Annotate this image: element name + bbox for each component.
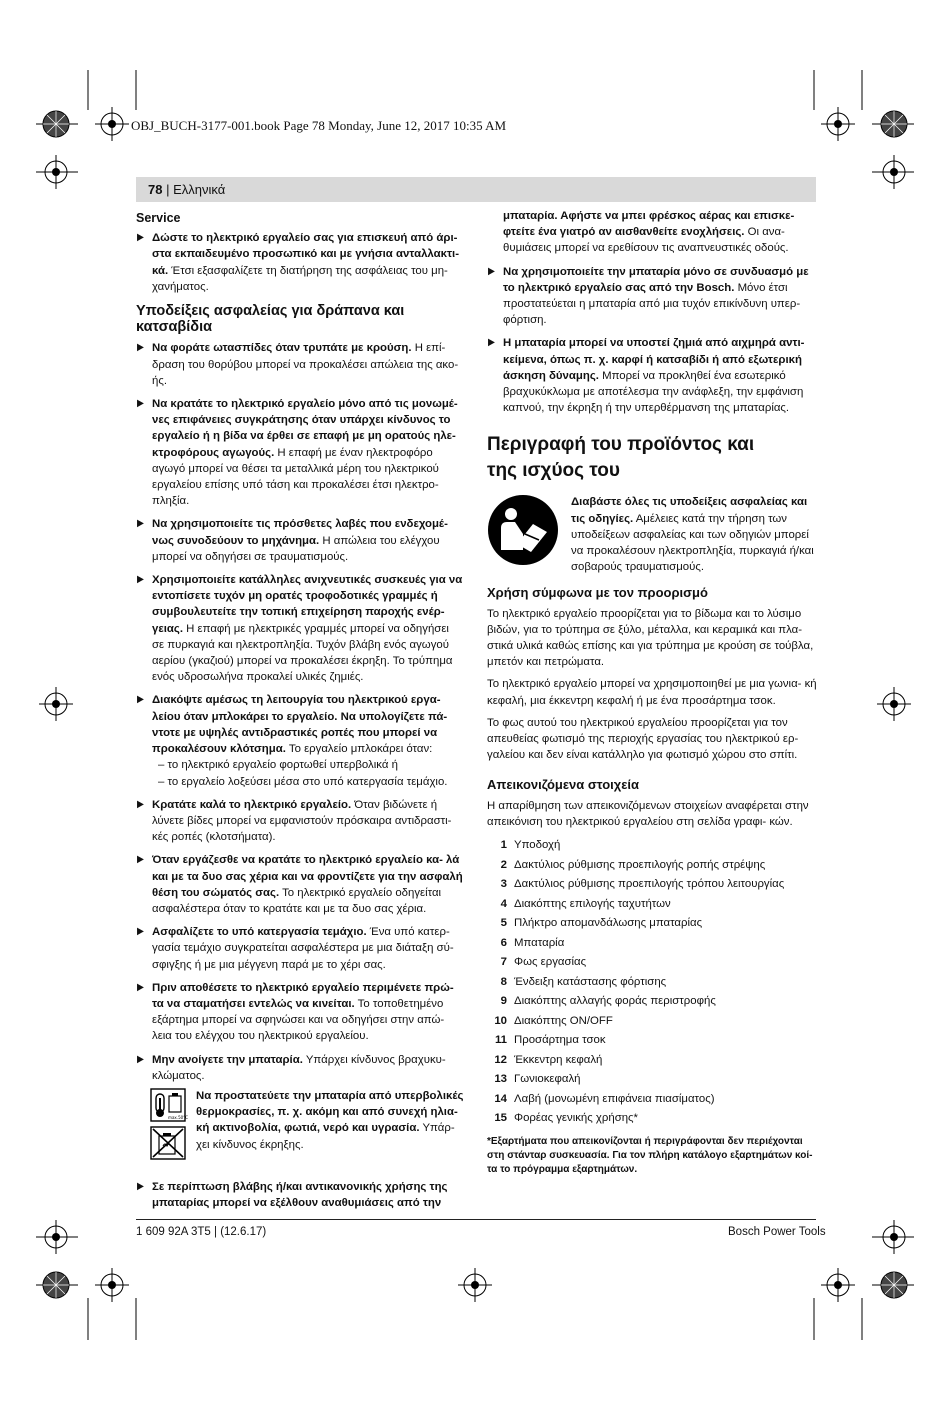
drill-safety-heading: Υποδείξεις ασφαλείας για δράπανα και κατσαβίδια — [136, 303, 405, 336]
safety-item-bold: Να χρησιμοποιείτε την μπαταρία μόνο σε συνδυασμό με το ηλεκτρικό εργαλείο σας από την Bosch. — [503, 265, 809, 294]
service-bold: Δώστε το ηλεκτρικό εργαλείο σας για επισκευή από άρι- στα εκπαιδευμένο προσωπικό και με γνήσια ανταλλακτι- κά. — [152, 232, 459, 277]
components-list — [487, 836, 817, 1129]
safety-item-bold: Να φοράτε ωτασπίδες όταν τρυπάτε με κρούση. — [152, 342, 412, 355]
safety-item-bold: Σε περίπτωση βλάβης ή/και αντικανονικής χρήσης της μπαταρίας μπορεί να εξέλθουν αναθυμιάσεις από την — [152, 1181, 448, 1210]
service-item — [136, 230, 464, 295]
battery-heat-warning — [136, 1088, 464, 1167]
bullet-arrow-icon: ▶ — [137, 518, 144, 530]
component-number: 2 — [500, 858, 507, 871]
bullet-arrow-icon: ▶ — [137, 798, 144, 810]
page-header-bar — [136, 177, 816, 202]
safety-item-text: Υπάρχει κίνδυνος βραχυκυ- κλώματος. — [152, 1053, 446, 1082]
bullet-arrow-icon: ▶ — [137, 1181, 144, 1193]
safety-item — [136, 516, 464, 565]
bullet-arrow-icon: ▶ — [137, 1053, 144, 1065]
service-heading: Service — [136, 211, 181, 225]
list-item — [487, 836, 817, 856]
battery-heat-normal: Υπάρ- χει κίνδυνος έκρηξης. — [196, 1122, 455, 1151]
battery-heat-bold: Να προστατεύετε την μπαταρία από υπερβολικές θερμοκρασίες, π. χ. ακόμη και από συνεχή ηλια- κή ακτινοβολία, φωτιά, νερό και υγρασία. — [196, 1089, 464, 1135]
list-item — [487, 1070, 817, 1090]
read-instructions-normal: Αμέλειες κατά την τήρηση των υποδείξεων ασφαλείας και των οδηγιών μπορεί να προκαλέσουν ηλεκτροπληξία, πυρκαγιά ή/και σοβαρούς τραυματισμούς. — [571, 512, 814, 574]
component-number: 14 — [494, 1092, 507, 1105]
list-item — [487, 953, 817, 973]
footer-rule — [136, 1219, 816, 1220]
battery-warning-icons — [150, 1088, 188, 1167]
safety-item-text: Η απώλεια του ελέγχου μπορεί να οδηγήσει σε τραυματισμούς. — [152, 534, 440, 563]
list-item — [487, 934, 817, 954]
component-number: 3 — [500, 878, 507, 891]
component-label: Λαβή (μονωμένη επιφάνεια πιασίματος) — [514, 1092, 715, 1105]
safety-item-bold: Χρησιμοποιείτε κατάλληλες ανιχνευτικές συσκευές για να εντοπίσετε τυχόν μη ορατές τροφοδοτικές γραμμές ή συμβουλευτείτε την τοπική επιχείρηση παροχής ενέρ- γειας. — [152, 574, 463, 635]
bullet-arrow-icon: ▶ — [488, 337, 495, 349]
safety-item-text: Όταν βιδώνετε ή λύνετε βίδες μπορεί να εμφανιστούν πρόσκαιρα αντιδραστι- κές ροπές (κλοτσήματα). — [152, 798, 452, 844]
read-instructions-bold: Διαβάστε όλες τις υποδείξεις ασφαλείας και τις οδηγίες. — [571, 496, 808, 525]
bullet-arrow-icon: ▶ — [137, 342, 144, 354]
safety-item-text: Το τοποθετημένο εξάρτημα μπορεί να σφηνώσει και να οδηγήσει στην απώ- λεια του ελέγχου του ηλεκτρικού εργαλείου. — [152, 997, 445, 1043]
safety-item-text: Η επαφή με ηλεκτρικές γραμμές μπορεί να οδηγήσει σε πυρκαγιά και ηλεκτροπληξία. Τυχόν βλάβη ενός αγωγού αερίου (γκαζιού) μπορεί να προκαλέσει έκρηξη. Το τρύπημα ενός υδροσωλήνα προκαλεί υλικές ζημιές. — [152, 622, 453, 684]
list-item — [487, 914, 817, 934]
component-number: 7 — [500, 956, 507, 969]
safety-item-bold: Η μπαταρία μπορεί να υποστεί ζημιά από αιχμηρά αντι- κείμενα, όπως π. χ. καρφί ή κατσαβίδι ή από εξωτερική άσκηση δύναμης. — [503, 337, 805, 382]
safety-item — [487, 335, 817, 416]
component-label: Μπαταρία — [514, 936, 565, 949]
component-label: Δακτύλιος ρύθμισης προεπιλογής τρόπου λειτουργίας — [514, 878, 785, 891]
left-column — [136, 208, 464, 1219]
list-item — [487, 1031, 817, 1051]
safety-item — [136, 924, 464, 973]
bullet-arrow-icon: ▶ — [137, 398, 144, 410]
component-label: Φορέας γενικής χρήσης* — [514, 1112, 638, 1125]
list-item — [487, 895, 817, 915]
component-label: Γωνιοκεφαλή — [514, 1073, 581, 1086]
page-header: 78 | Ελληνικά — [148, 182, 226, 197]
safety-item-text: Μόνο έτσι προστατεύεται η μπαταρία από μια τυχόν επικίνδυνη υπερ- φόρτιση. — [503, 281, 801, 327]
page-number: 78 — [148, 182, 163, 197]
component-label: Διακόπτης επιλογής ταχυτήτων — [514, 897, 671, 910]
safety-item-text: Το ηλεκτρικό εργαλείο οδηγείται ασφαλέστερα όταν το κρατάτε και με τα δυο σας χέρια. — [152, 886, 442, 915]
bullet-arrow-icon: ▶ — [137, 694, 144, 706]
block-condition: – το εργαλείο λοξεύσει μέσα στο υπό κατεργασία τεμάχιο. — [158, 775, 448, 788]
book-file-line: OBJ_BUCH-3177-001.book Page 78 Monday, June 12, 2017 10:35 AM — [131, 118, 507, 133]
read-instructions-text — [571, 494, 817, 575]
intended-use-paragraph: Το ηλεκτρικό εργαλείο προορίζεται για το βίδωμα και το λύσιμο βιδών, για το τρύπημα σε ξύλο, μέταλλα, και κεραμικά και πλα- στικά υλικά καθώς επίσης και για τρύπημα με κρούση σε τούβλα, μπετόν και πετρώματα. — [487, 607, 814, 669]
safety-item — [136, 340, 464, 389]
safety-item-bold: Διακόψτε αμέσως τη λειτουργία του ηλεκτρικού εργα- λείου όταν μπλοκάρει το εργαλείο. Να υπολογίζετε πά- ντοτε με υψηλές αντιδραστικές ροπές που μπορεί να προκαλέσουν κλότσημα. — [152, 694, 448, 756]
list-item — [487, 856, 817, 876]
component-label: Υποδοχή — [514, 839, 561, 852]
intended-use-paragraph: Το φως αυτού του ηλεκτρικού εργαλείου προορίζεται για τον απευθείας φωτισμό της περιοχής εργασίας του ηλεκτρικού ερ- γαλείου και δεν είναι κατάλληλο για φωτισμό χώρου στο σπίτι. — [487, 716, 799, 762]
block-condition: – το ηλεκτρικό εργαλείο φορτωθεί υπερβολικά ή — [158, 759, 398, 772]
safety-item — [487, 264, 817, 329]
safety-item-text: Ένα υπό κατερ- γασία τεμάχιο συγκρατείται ασφαλέστερα με μια διάταξη σύ- σφιγξης ή με μια μέγγενη παρά με το χέρι σας. — [152, 926, 454, 971]
safety-item-bold: Κρατάτε καλά το ηλεκτρικό εργαλείο. — [152, 798, 352, 811]
safety-item-bold: Μην ανοίγετε την μπαταρία. — [152, 1053, 303, 1066]
safety-item-bold: Όταν εργάζεσθε να κρατάτε το ηλεκτρικό εργαλείο κα- λά και με τα δυο σας χέρια και να φροντίζετε για την ασφαλή θέση του σώματός σας. — [152, 854, 463, 899]
page-language: Ελληνικά — [173, 182, 226, 197]
component-number: 15 — [494, 1112, 507, 1125]
intended-use-heading: Χρήση σύμφωνα με τον προορισμό — [487, 585, 708, 601]
continued-text: Οι ανα- θυμιάσεις μπορεί να ερεθίσουν τις αναπνευστικές οδούς. — [503, 226, 789, 255]
read-instructions-box — [487, 494, 817, 575]
list-item — [487, 1012, 817, 1032]
safety-item-bold: Να χρησιμοποιείτε τις πρόσθετες λαβές που ενδεχομέ- νως συνοδεύουν το μηχάνημα. — [152, 518, 448, 547]
component-number: 13 — [494, 1073, 507, 1086]
battery-heat-text — [196, 1088, 464, 1167]
components-heading: Απεικονιζόμενα στοιχεία — [487, 777, 640, 793]
component-number: 6 — [500, 936, 507, 949]
footer-brand: Bosch Power Tools — [728, 1226, 826, 1238]
bullet-arrow-icon: ▶ — [137, 232, 144, 244]
safety-item — [136, 852, 464, 917]
safety-item — [136, 396, 464, 509]
component-number: 8 — [500, 975, 507, 988]
component-label: Έκκεντρη κεφαλή — [514, 1053, 603, 1066]
continued-bold: μπαταρία. Αφήστε να μπει φρέσκος αέρας και επισκε- φτείτε ένα γιατρό αν αισθανθείτε ενοχλήσεις. — [503, 210, 795, 239]
list-item — [487, 875, 817, 895]
intended-use-paragraph: Το ηλεκτρικό εργαλείο μπορεί να χρησιμοποιηθεί με μια γωνια- κή κεφαλή, μια έκκεντρη κεφαλή ή με ένα προσάρτημα τσοκ. — [487, 678, 817, 707]
safety-item — [136, 1052, 464, 1084]
safety-item — [136, 692, 464, 789]
component-label: Ένδειξη κατάστασης φόρτισης — [514, 975, 667, 988]
safety-item-bold: Να κρατάτε το ηλεκτρικό εργαλείο μόνο από τις μονωμέ- νες επιφάνειες συγκράτησης όταν υπάρχει κίνδυνος το εργαλείο ή η βίδα να έρθει σε επαφή με μη ορατούς ηλε- κτροφόρους αγωγούς. — [152, 398, 458, 459]
list-item — [487, 1051, 817, 1071]
safety-item — [136, 980, 464, 1045]
bullet-arrow-icon: ▶ — [137, 574, 144, 586]
bullet-arrow-icon: ▶ — [488, 265, 495, 277]
component-number: 1 — [500, 839, 507, 852]
component-number: 4 — [500, 897, 507, 910]
list-item — [487, 992, 817, 1012]
bullet-arrow-icon: ▶ — [137, 981, 144, 993]
component-number: 11 — [494, 1034, 507, 1047]
safety-item-bold: Ασφαλίζετε το υπό κατεργασία τεμάχιο. — [152, 926, 367, 939]
accessories-footnote: *Εξαρτήματα που απεικονίζονται ή περιγράφονται δεν περιέχονται στη στάνταρ συσκευασία. Για τον πλήρη κατάλογο εξαρτημάτων κοί- τα το πρόγραμμα εξαρτημάτων. — [487, 1135, 813, 1175]
component-label: Πλήκτρο απομανδάλωσης μπαταρίας — [514, 917, 703, 930]
component-label: Φως εργασίας — [514, 956, 587, 969]
list-item — [487, 1109, 817, 1129]
safety-item — [136, 572, 464, 685]
product-description-heading: Περιγραφή του προϊόντος και της ισχύος του — [487, 434, 755, 482]
component-label: Διακόπτης ON/OFF — [514, 1014, 613, 1027]
component-number: 5 — [500, 917, 507, 930]
safety-item-bold: Πριν αποθέσετε το ηλεκτρικό εργαλείο περιμένετε πρώ- τα να σταματήσει εντελώς να κινείται. — [152, 981, 454, 1010]
safety-item — [136, 1179, 464, 1211]
component-number: 12 — [494, 1053, 507, 1066]
continued-item — [487, 208, 817, 257]
footer-doc-number: 1 609 92A 3T5 | (12.6.17) — [136, 1226, 267, 1238]
component-number: 10 — [494, 1014, 507, 1027]
bullet-arrow-icon: ▶ — [137, 926, 144, 938]
component-label: Δακτύλιος ρύθμισης προεπιλογής ροπής στρέψης — [514, 858, 766, 871]
max-temp-label: max.50°C — [168, 1115, 188, 1121]
component-label: Διακόπτης αλλαγής φοράς περιστροφής — [514, 995, 716, 1008]
component-label: Προσάρτημα τσοκ — [514, 1034, 606, 1047]
safety-item-text: Μπορεί να προκληθεί ένα εσωτερικό βραχυκύκλωμα με αποτέλεσμα την ανάφλεξη, την εμφάνιση καπνού, την έκρηξη ή την υπερθέρμανση της μπαταρίας. — [503, 369, 804, 415]
list-item — [487, 973, 817, 993]
components-intro: Η απαρίθμηση των απεικονιζόμενων στοιχείων αναφέρεται στην απεικόνιση του ηλεκτρικού εργαλείου στη σελίδα γραφι- κών. — [487, 799, 809, 828]
service-text: Έτσι εξασφαλίζετε τη διατήρηση της ασφάλειας του μη- χανήματος. — [152, 264, 448, 293]
right-column — [487, 208, 817, 1177]
heat-water-icon — [150, 1088, 188, 1162]
safety-item-text: Το εργαλείο μπλοκάρει όταν: — [285, 743, 433, 756]
safety-item — [136, 797, 464, 846]
read-manual-icon — [487, 494, 559, 566]
safety-item-text: Η επαφή με έναν ηλεκτροφόρο αγωγό μπορεί να θέσει τα μεταλλικά μέρη του ηλεκτρικού εργαλείου επίσης υπό τάση και προκαλέσει έτσι ηλεκτρο- πληξία. — [152, 446, 439, 508]
safety-item-text: Η επί- δραση του θορύβου μπορεί να προκαλέσει απώλεια της ακο- ής. — [152, 342, 459, 387]
bullet-arrow-icon: ▶ — [137, 854, 144, 866]
list-item — [487, 1090, 817, 1110]
component-number: 9 — [500, 995, 507, 1008]
